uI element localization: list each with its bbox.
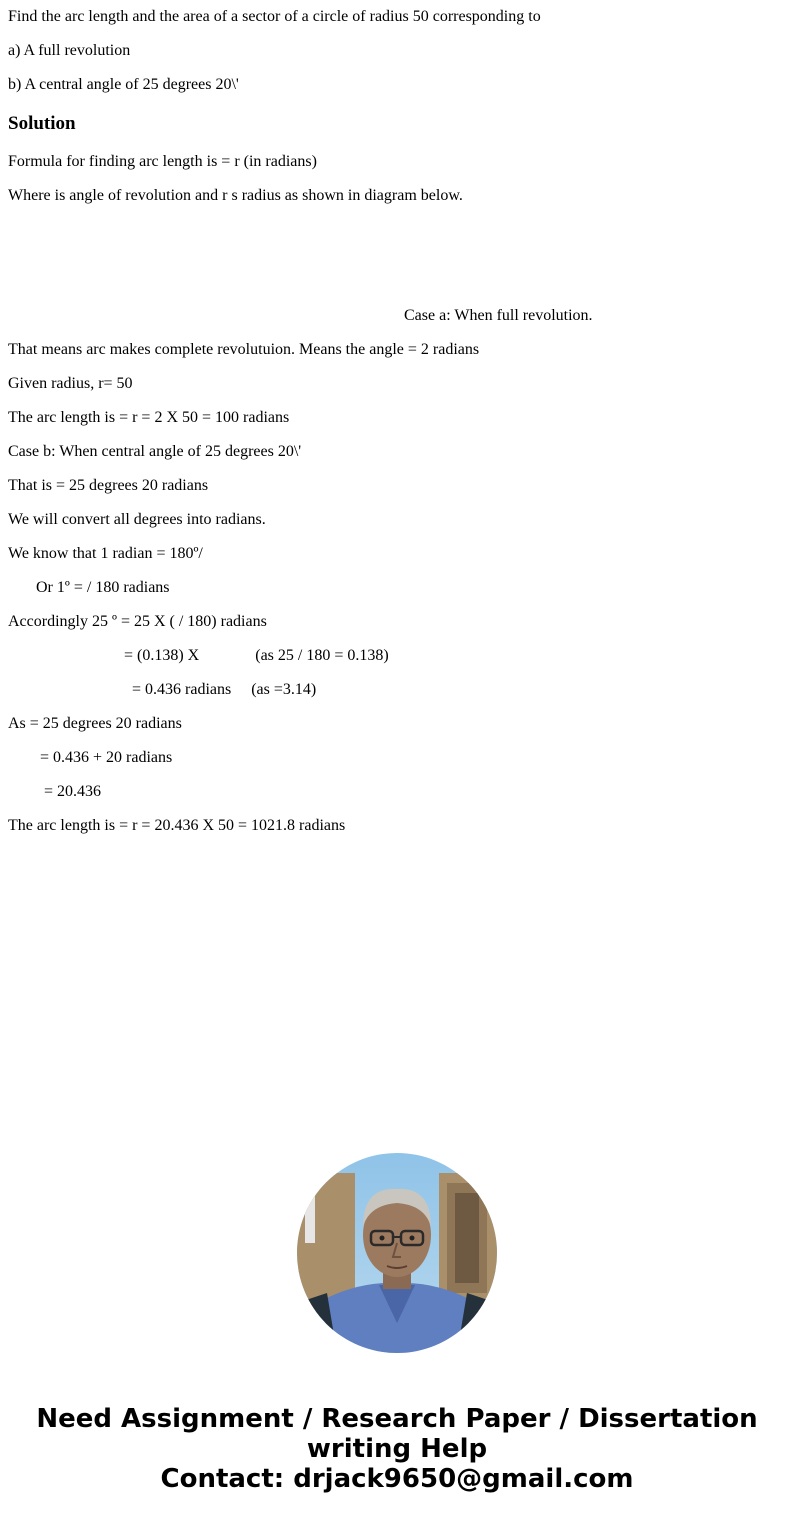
case-b-heading: Case b: When central angle of 25 degrees 20\' <box>8 443 302 460</box>
banner-line-2: writing Help <box>306 1434 488 1464</box>
solution-line: We know that 1 radian = 180º/ <box>8 545 203 562</box>
solution-line: We will convert all degrees into radians. <box>8 511 266 528</box>
question-part-b: b) A central angle of 25 degrees 20\' <box>8 76 239 93</box>
solution-line: Accordingly 25 º = 25 X ( / 180) radians <box>8 613 267 630</box>
contact-email: Contact: drjack9650@gmail.com <box>160 1464 634 1494</box>
solution-line: Where is angle of revolution and r s radius as shown in diagram below. <box>8 187 463 204</box>
banner-line-1: Need Assignment / Research Paper / Dissertation <box>36 1404 758 1434</box>
contact-banner <box>0 1404 794 1494</box>
solution-line: Formula for finding arc length is = r (in radians) <box>8 153 317 170</box>
solution-line: That is = 25 degrees 20 radians <box>8 477 209 494</box>
avatar <box>297 1153 497 1353</box>
solution-line: Given radius, r= 50 <box>8 375 133 392</box>
solution-line: = 0.436 + 20 radians <box>40 749 173 766</box>
question-part-a: a) A full revolution <box>8 42 131 59</box>
solution-line: That means arc makes complete revolutuion. Means the angle = 2 radians <box>8 341 480 358</box>
solution-line: The arc length is = r = 20.436 X 50 = 1021.8 radians <box>8 817 346 834</box>
solution-line: = 20.436 <box>44 783 102 800</box>
solution-line: = (0.138) X (as 25 / 180 = 0.138) <box>124 647 389 664</box>
case-a-heading: Case a: When full revolution. <box>404 307 593 324</box>
solution-line: As = 25 degrees 20 radians <box>8 715 182 732</box>
solution-line: The arc length is = r = 2 X 50 = 100 radians <box>8 409 290 426</box>
question-intro: Find the arc length and the area of a sector of a circle of radius 50 corresponding to <box>8 8 541 25</box>
solution-line: = 0.436 radians (as =3.14) <box>132 681 317 698</box>
author-photo-icon <box>297 1153 497 1353</box>
solution-heading: Solution <box>8 113 76 134</box>
solution-line: Or 1º = / 180 radians <box>36 579 170 596</box>
